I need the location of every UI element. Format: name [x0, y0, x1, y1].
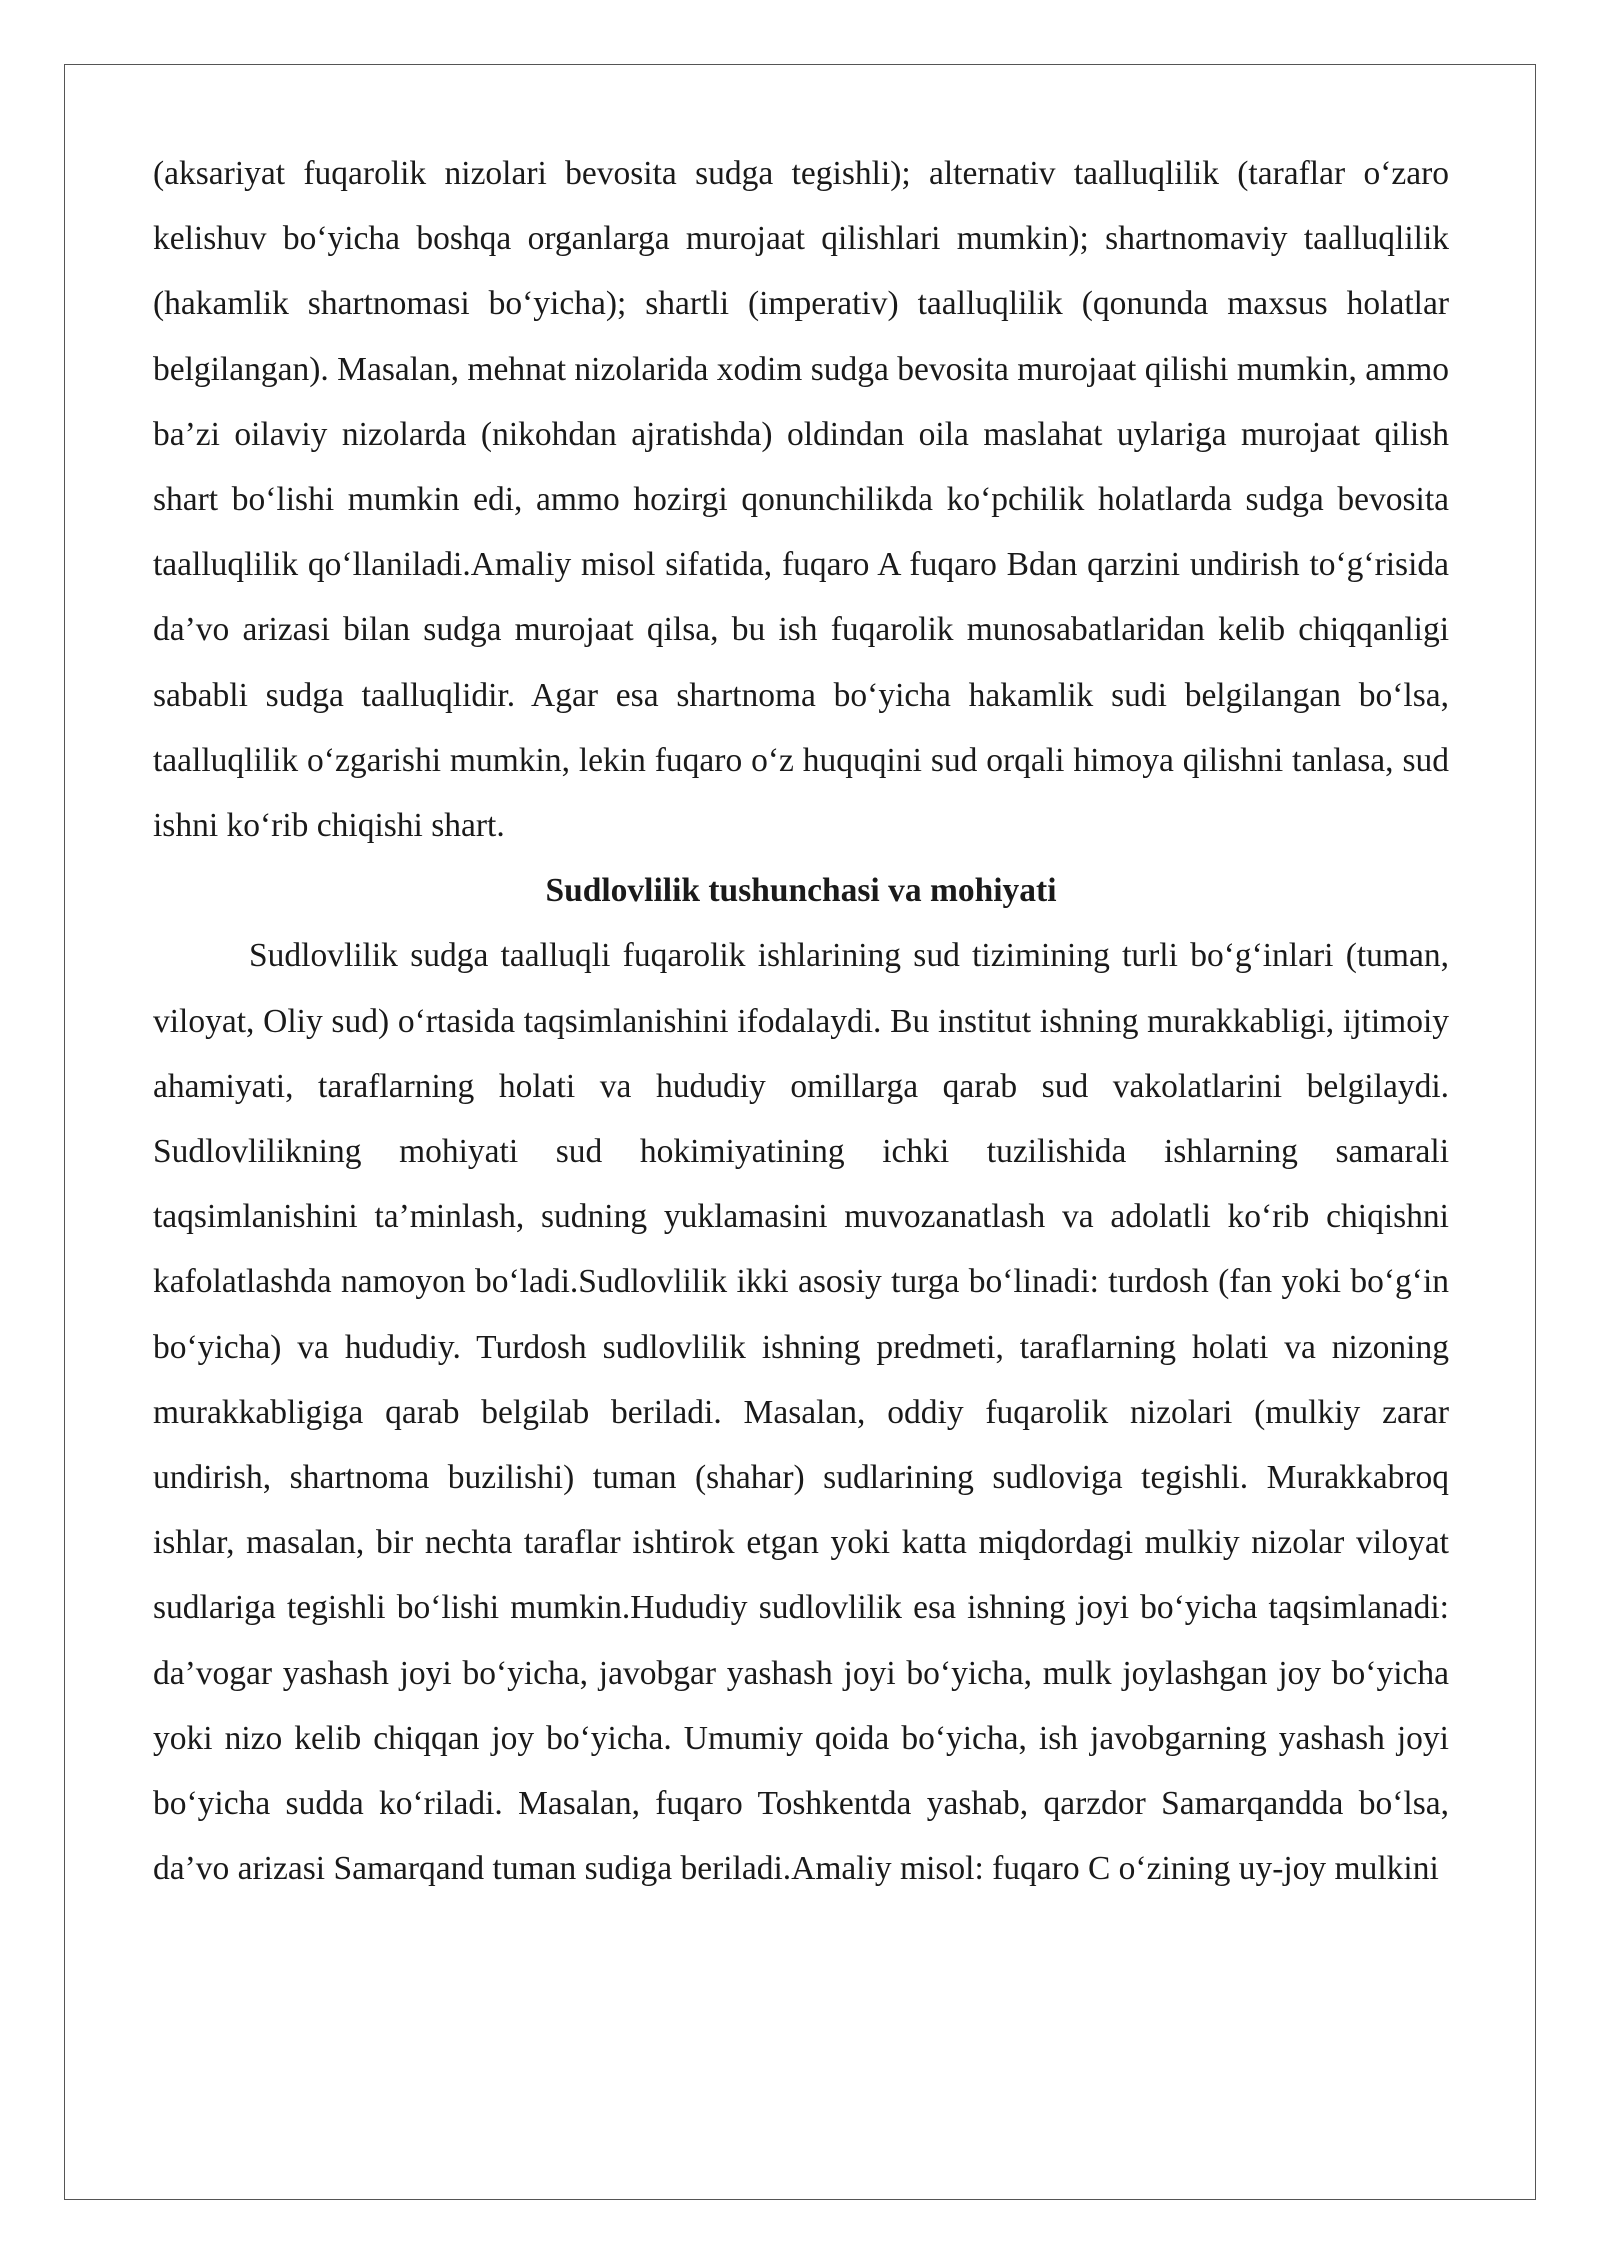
section-heading: Sudlovlilik tushunchasi va mohiyati — [545, 872, 1057, 910]
paragraph-sudlovlilik: Sudlovlilik sudga taalluqli fuqarolik ishlarining sud tizimining turli bo‘g‘inlari (tuman, viloyat, Oliy sud) o‘rtasida taqsimlanishini ifodalaydi. Bu institut ishning murakkabligi, ijtimoiy ahamiyati, taraflarning holati va hududiy omillarga qarab sud vakolatlarini belgilaydi. Sudlovlilikning mohiyati sud hokimiyatining ichki tuzilishida ishlarning samarali taqsimlanishini ta’minlash, sudning yuklamasini muvozanatlash va adolatli ko‘rib chiqishni kafolatlashda namoyon bo‘ladi.Sudlovlilik ikki asosiy turga bo‘linadi: turdosh (fan yoki bo‘g‘in bo‘yicha) va hududiy. Turdosh sudlovlilik ishning predmeti, taraflarning holati va nizoning murakkabligiga qarab belgilab beriladi. Masalan, oddiy fuqarolik nizolari (mulkiy zarar undirish, shartnoma buzilishi) tuman (shahar) sudlarining sudloviga tegishli. Murakkabroq ishlar, masalan, bir nechta taraflar ishtirok etgan yoki katta miqdordagi mulkiy nizolar viloyat sudlariga tegishli bo‘lishi mumkin.Hududiy sudlovlilik esa ishning joyi bo‘yicha taqsimlanadi: da’vogar yashash joyi bo‘yicha, javobgar yashash joyi bo‘yicha, mulk joylashgan joy bo‘yicha yoki nizo kelib chiqqan joy bo‘yicha. Umumiy qoida bo‘yicha, ish javobgarning yashash joyi bo‘yicha sudda ko‘riladi. Masalan, fuqaro Toshkentda yashab, qarzdor Samarqandda bo‘lsa, da’vo arizasi Samarqand tuman sudiga beriladi.Amaliy misol: fuqaro C o‘zining uy-joy mulkini — [153, 937, 1449, 1888]
paragraph-jurisdiction-types: (aksariyat fuqarolik nizolari bevosita sudga tegishli); alternativ taalluqlilik (taraflar o‘zaro kelishuv bo‘yicha boshqa organlarga murojaat qilishlari mumkin); shartnomaviy taalluqlilik (hakamlik shartnomasi bo‘yicha); shartli (imperativ) taalluqlilik (qonunda maxsus holatlar belgilangan). Masalan, mehnat nizolarida xodim sudga bevosita murojaat qilishi mumkin, ammo ba’zi oilaviy nizolarda (nikohdan ajratishda) oldindan oila maslahat uylariga murojaat qilish shart bo‘lishi mumkin edi, ammo hozirgi qonunchilikda ko‘pchilik holatlarda sudga bevosita taalluqlilik qo‘llaniladi.Amaliy misol sifatida, fuqaro A fuqaro Bdan qarzini undirish to‘g‘risida da’vo arizasi bilan sudga murojaat qilsa, bu ish fuqarolik munosabatlaridan kelib chiqqanligi sababli sudga taalluqlidir. Agar esa shartnoma bo‘yicha hakamlik sudi belgilangan bo‘lsa, taalluqlilik o‘zgarishi mumkin, lekin fuqaro o‘z huquqini sud orqali himoya qilishni tanlasa, sud ishni ko‘rib chiqishi shart. — [153, 155, 1449, 845]
document-body — [153, 141, 1449, 1901]
